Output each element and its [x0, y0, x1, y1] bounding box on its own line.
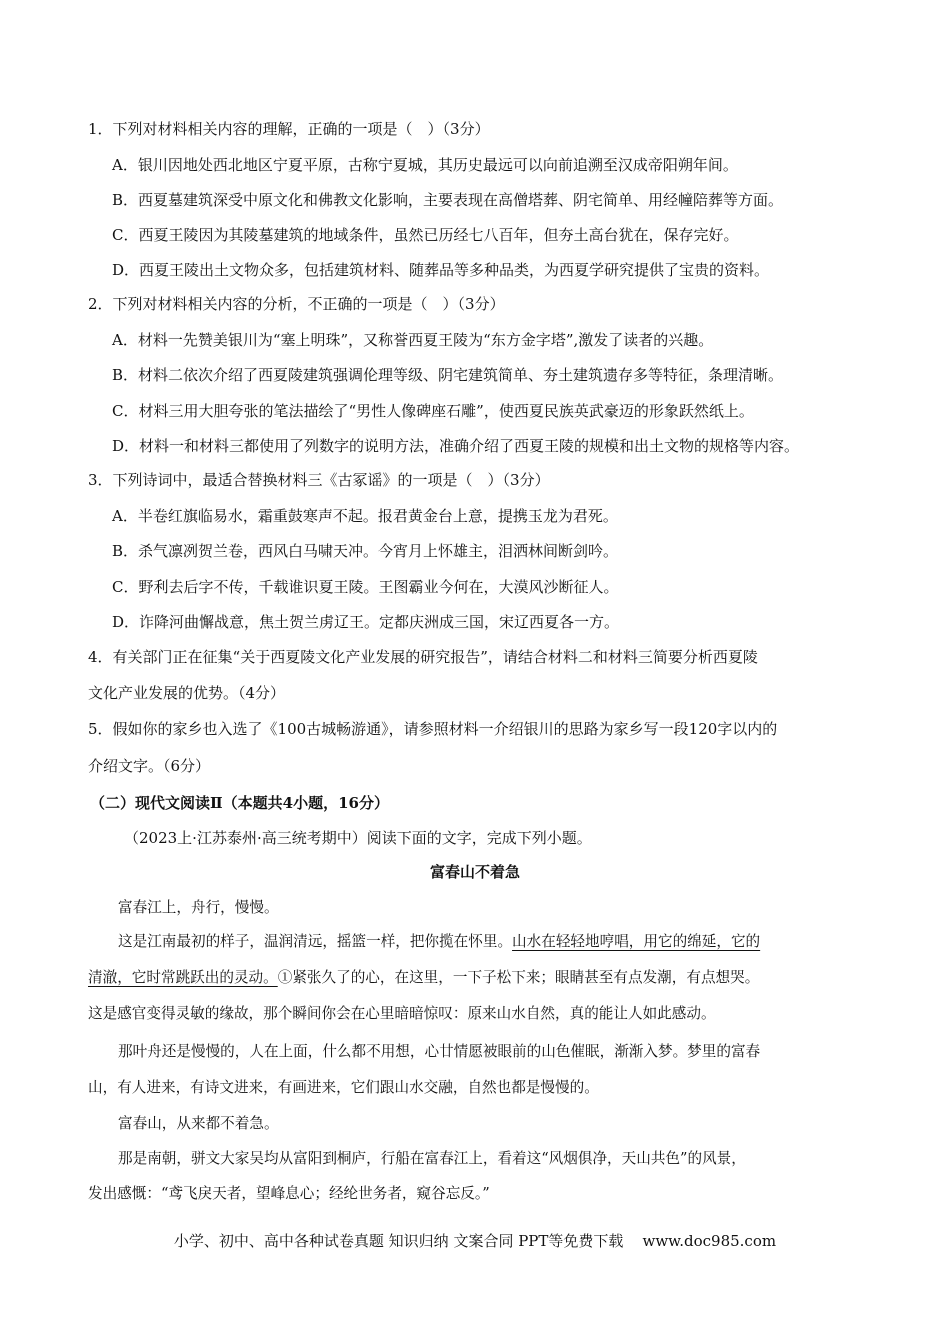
footer-site-link[interactable]: www.doc985.com	[642, 1232, 777, 1250]
passage-paragraph-2-line-3: 这是感官变得灵敏的缘故，那个瞬间你会在心里暗暗惊叹：原来山水自然，真的能让人如此感动。	[88, 1005, 716, 1022]
question-5-line-1: 5．假如你的家乡也入选了《100古城畅游通》，请参照材料一介绍银川的思路为家乡写一段120字以内的	[88, 720, 778, 738]
passage-paragraph-4: 富春山，从来都不着急。	[118, 1115, 279, 1132]
section-heading: （二）现代文阅读Ⅱ（本题共4小题，16分）	[90, 794, 389, 812]
question-3-stem: 3．下列诗词中，最适合替换材料三《古冢谣》的一项是（ ）（3分）	[88, 471, 550, 489]
underlined-sentence: 山水在轻轻地哼唱，用它的绵延，它的	[512, 933, 761, 950]
page-footer	[0, 1230, 950, 1252]
question-1-option-b: B．西夏墓建筑深受中原文化和佛教文化影响，主要表现在高僧塔葬、阴宅简单、用经幢陪葬等方面。	[112, 191, 784, 209]
question-1-stem: 1．下列对材料相关内容的理解，正确的一项是（ ）（3分）	[88, 120, 490, 138]
question-5-line-2: 介绍文字。（6分）	[88, 757, 211, 775]
underlined-sentence: 清澈，它时常跳跃出的灵动。	[88, 969, 278, 986]
question-4-line-1: 4．有关部门正在征集“关于西夏陵文化产业发展的研究报告”，请结合材料二和材料三简要分析西夏陵	[88, 648, 758, 666]
question-2-option-c: C．材料三用大胆夸张的笔法描绘了“男性人像碑座石雕”，使西夏民族英武豪迈的形象跃然纸上。	[112, 402, 754, 420]
question-2-option-b: B．材料二依次介绍了西夏陵建筑强调伦理等级、阴宅建筑简单、夯土建筑遗存多等特征，条理清晰。	[112, 366, 784, 384]
footer-text: 小学、初中、高中各种试卷真题 知识归纳 文案合同 PPT等免费下载	[173, 1232, 624, 1250]
passage-paragraph-2-line-1	[118, 931, 760, 953]
question-3-option-d: D．诈降河曲懈战意，焦土贺兰虏辽王。定都庆洲成三国，宋辽西夏各一方。	[112, 613, 620, 631]
question-2-option-a: A．材料一先赞美银川为“塞上明珠”，又称誉西夏王陵为“东方金字塔”,激发了读者的兴趣。	[112, 331, 714, 349]
passage-title: 富春山不着急	[429, 863, 520, 881]
question-1-option-d: D．西夏王陵出土文物众多，包括建筑材料、随葬品等多种品类，为西夏学研究提供了宝贵的资料。	[112, 261, 770, 279]
passage-text: ①紧张久了的心，在这里，一下子松下来；眼睛甚至有点发潮，有点想哭。	[277, 969, 760, 986]
passage-paragraph-2-line-2	[88, 967, 759, 989]
section-intro: （2023上·江苏泰州·高三统考期中）阅读下面的文字，完成下列小题。	[124, 829, 592, 847]
question-3-option-b: B．杀气凛冽贺兰卷，西风白马啸天冲。今宵月上怀雄主，泪洒林间断剑吟。	[112, 542, 619, 560]
question-1-option-c: C．西夏王陵因为其陵墓建筑的地域条件，虽然已历经七八百年，但夯土高台犹在，保存完好。	[112, 226, 739, 244]
question-2-stem: 2．下列对材料相关内容的分析，不正确的一项是（ ）（3分）	[88, 295, 505, 313]
passage-paragraph-5-line-1: 那是南朝，骈文大家吴均从富阳到桐庐，行船在富春江上，看着这“风烟俱净，天山共色”的风景，	[118, 1150, 746, 1167]
question-3-option-a: A．半卷红旗临易水，霜重鼓寒声不起。报君黄金台上意，提携玉龙为君死。	[112, 507, 618, 525]
passage-text: 这是江南最初的样子，温润清远，摇篮一样，把你揽在怀里。	[118, 933, 513, 950]
passage-paragraph-1: 富春江上，舟行，慢慢。	[118, 899, 279, 916]
question-3-option-c: C．野利去后字不传，千载谁识夏王陵。王图霸业今何在，大漠风沙断征人。	[112, 578, 619, 596]
passage-paragraph-3-line-2: 山，有人进来，有诗文进来，有画进来，它们跟山水交融，自然也都是慢慢的。	[88, 1079, 599, 1096]
question-4-line-2: 文化产业发展的优势。（4分）	[88, 684, 286, 702]
passage-paragraph-3-line-1: 那叶舟还是慢慢的，人在上面，什么都不用想，心廿情愿被眼前的山色催眠，渐渐入梦。梦里的富春	[118, 1043, 761, 1060]
question-1-option-a: A．银川因地处西北地区宁夏平原，古称宁夏城，其历史最远可以向前追溯至汉成帝阳朔年间。	[112, 156, 738, 174]
passage-paragraph-5-line-2: 发出感慨：“鸢飞戾天者，望峰息心；经纶世务者，窥谷忘反。”	[88, 1185, 490, 1202]
question-2-option-d: D．材料一和材料三都使用了列数字的说明方法，准确介绍了西夏王陵的规模和出土文物的规格等内容。	[112, 437, 800, 455]
